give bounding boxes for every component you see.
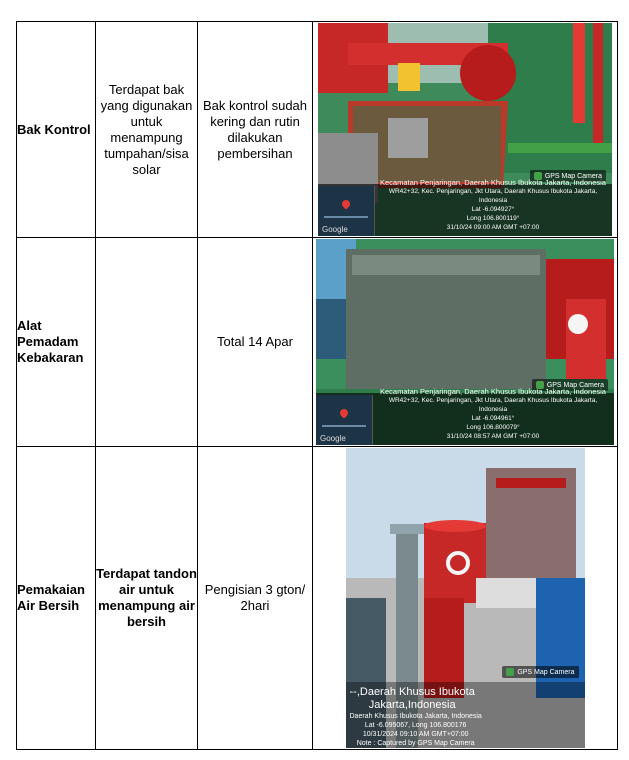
map-pin-icon [340,198,351,209]
map-label: Google [322,225,348,234]
gps-title: Kecamatan Penjaringan, Daerah Khusus Ibukota Jakarta, Indonesia [380,178,606,187]
gps-address: WR42+32, Kec. Penjaringan, Jkt Utara, Daerah Khusus Ibukota Jakarta, Indonesia [388,188,598,204]
gps-camera-badge: GPS Map Camera [530,170,606,182]
gps-latlong: Lat -6.095067, Long 106.800176 [364,722,467,729]
gps-lat: Lat -6.094927° [471,206,515,213]
row-description: Terdapat tandon air untuk menampung air bersih [96,447,198,750]
gps-text [378,387,608,441]
inspection-table [16,21,618,750]
photo-apar [316,239,614,445]
row-label: Pemakaian Air Bersih [17,447,96,750]
gps-camera-badge: GPS Map Camera [532,379,608,391]
gps-title: --,Daerah Khusus Ibukota Jakarta,Indonesia [349,686,475,711]
row-status: Total 14 Apar [198,238,313,447]
row-label: Alat Pemadam Kebakaran [17,238,96,447]
photo-cell [313,22,618,238]
photo-cell [313,447,618,750]
gps-title: Kecamatan Penjaringan, Daerah Khusus Ibukota Jakarta, Indonesia [380,387,606,396]
gps-text [380,178,606,232]
gps-address: Daerah Khusus Ibukota Jakarta, Indonesia [349,713,482,720]
gps-camera-badge: GPS Map Camera [502,666,578,678]
photo-bak-kontrol [318,23,612,236]
table-row [17,238,618,447]
mini-map [318,186,375,236]
table-row [17,22,618,238]
table-row [17,447,618,750]
photo-tandon-air [346,448,585,748]
map-pin-icon [338,407,349,418]
gps-overlay [318,178,612,236]
map-label: Google [320,434,346,443]
gps-note: Note : Captured by GPS Map Camera [356,740,475,747]
mini-map [316,395,373,445]
gps-long: Long 106.800119° [466,215,520,222]
row-description: Terdapat bak yang digunakan untuk menampung tumpahan/sisa solar [96,22,198,238]
row-description [96,238,198,447]
gps-camera-icon [506,668,514,676]
row-label: Bak Kontrol [17,22,96,238]
row-status: Bak kontrol sudah kering dan rutin dilakukan pembersihan [198,22,313,238]
gps-text [350,712,482,748]
gps-long: Long 106.800079° [466,424,520,431]
gps-time: 31/10/24 09:00 AM GMT +07:00 [446,224,540,231]
gps-address: WR42+32, Kec. Penjaringan, Jkt Utara, Daerah Khusus Ibukota Jakarta, Indonesia [388,397,598,413]
gps-time: 31/10/24 08:57 AM GMT +07:00 [446,433,540,440]
row-status: Pengisian 3 gton/ 2hari [198,447,313,750]
gps-time: 10/31/2024 09:10 AM GMT+07:00 [362,731,469,738]
gps-overlay [316,387,614,445]
gps-overlay [346,682,585,748]
gps-lat: Lat -6.094961° [471,415,515,422]
photo-cell [313,238,618,447]
